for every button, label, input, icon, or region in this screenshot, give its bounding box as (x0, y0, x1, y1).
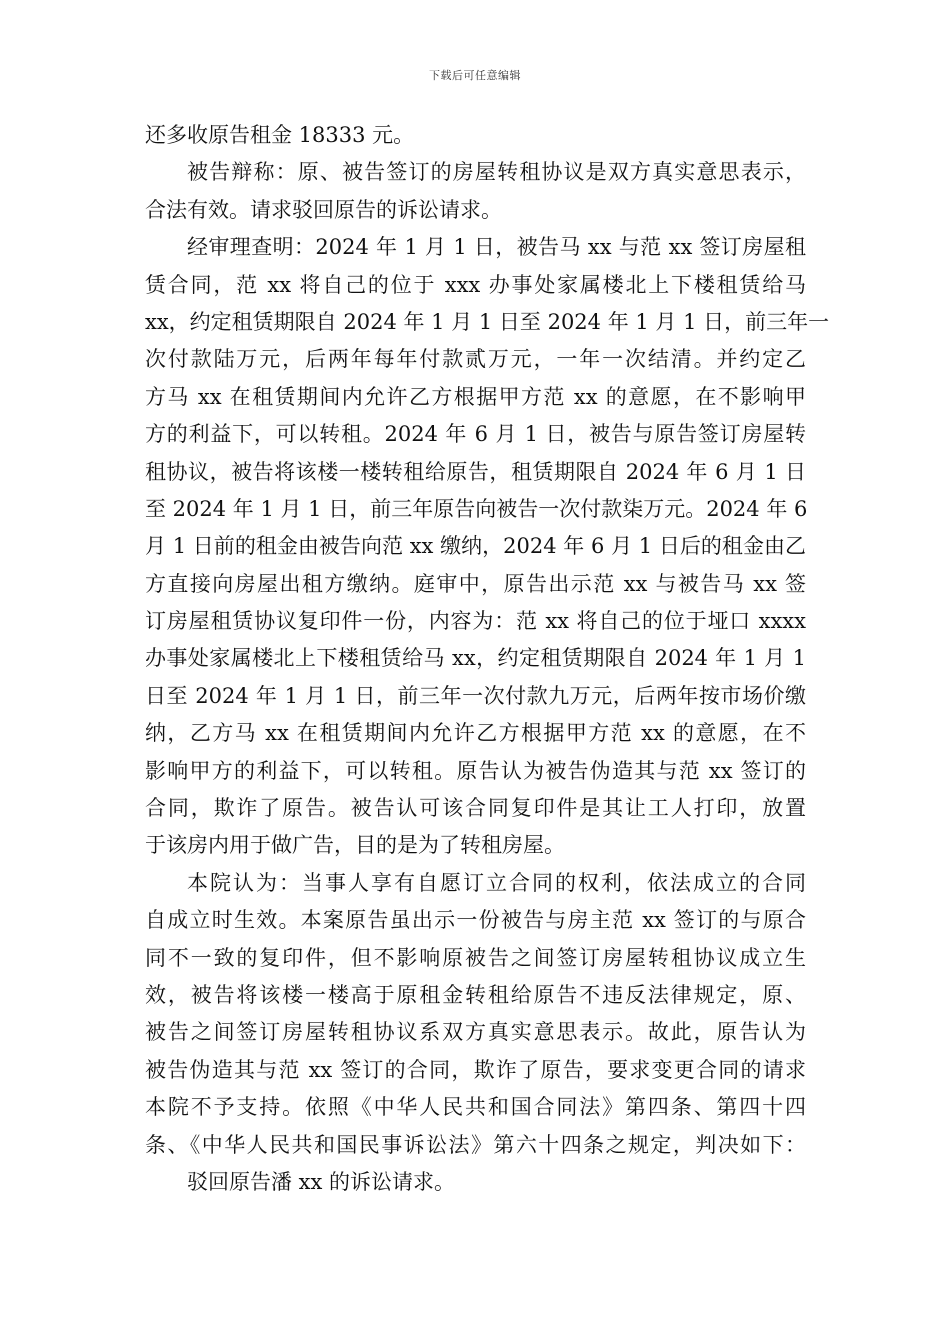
text-line: 方直接向房屋出租方缴纳。庭审中，原告出示范 xx 与被告马 xx 签 (145, 571, 806, 596)
page-header-note: 下载后可任意编辑 (429, 69, 521, 82)
text-line: 本院不予支持。依照《中华人民共和国合同法》第四条、第四十四 (145, 1095, 806, 1120)
text-line: 至 2024 年 1 月 1 日，前三年原告向被告一次付款柒万元。2024 年 6 (145, 496, 808, 521)
text-line: 驳回原告潘 xx 的诉讼请求。 (187, 1169, 456, 1194)
text-line: 被告辩称：原、被告签订的房屋转租协议是双方真实意思表示， (187, 160, 806, 185)
text-line: 办事处家属楼北上下楼租赁给马 xx，约定租赁期限自 2024 年 1 月 1 (145, 646, 806, 671)
text-line: xx，约定租赁期限自 2024 年 1 月 1 日至 2024 年 1 月 1 日，前三年一 (145, 309, 830, 334)
text-line: 赁合同，范 xx 将自己的位于 xxx 办事处家属楼北上下楼租赁给马 (145, 272, 806, 297)
text-line: 本院认为：当事人享有自愿订立合同的权利，依法成立的合同 (187, 870, 806, 895)
text-line: 被告之间签订房屋转租协议系双方真实意思表示。故此，原告认为 (145, 1020, 806, 1045)
text-line: 同不一致的复印件，但不影响原被告之间签订房屋转租协议成立生 (145, 945, 806, 970)
text-line: 合同，欺诈了原告。被告认可该合同复印件是其让工人打印，放置 (145, 796, 806, 821)
text-line: 日至 2024 年 1 月 1 日，前三年一次付款九万元，后两年按市场价缴 (145, 683, 806, 708)
document-body (145, 117, 830, 1201)
text-line: 纳，乙方马 xx 在租赁期间内允许乙方根据甲方范 xx 的意愿，在不 (145, 721, 806, 746)
text-line: 效，被告将该楼一楼高于原租金转租给原告不违反法律规定，原、 (145, 982, 806, 1007)
text-line: 影响甲方的利益下，可以转租。原告认为被告伪造其与范 xx 签订的 (145, 758, 806, 783)
text-line: 订房屋租赁协议复印件一份，内容为：范 xx 将自己的位于垭口 xxxx (145, 609, 806, 634)
text-line: 于该房内用于做广告，目的是为了转租房屋。 (145, 833, 565, 858)
text-line: 合法有效。请求驳回原告的诉讼请求。 (145, 197, 502, 222)
text-line: 被告伪造其与范 xx 签订的合同，欺诈了原告，要求变更合同的请求 (145, 1057, 806, 1082)
text-line: 次付款陆万元，后两年每年付款贰万元，一年一次结清。并约定乙 (145, 347, 806, 372)
text-line: 经审理查明：2024 年 1 月 1 日，被告马 xx 与范 xx 签订房屋租 (187, 235, 806, 260)
text-line: 方马 xx 在租赁期间内允许乙方根据甲方范 xx 的意愿，在不影响甲 (145, 384, 806, 409)
text-line: 月 1 日前的租金由被告向范 xx 缴纳，2024 年 6 月 1 日后的租金由乙 (145, 534, 806, 559)
text-line: 方的利益下，可以转租。2024 年 6 月 1 日，被告与原告签订房屋转 (145, 422, 806, 447)
text-line: 条、《中华人民共和国民事诉讼法》第六十四条之规定，判决如下： (145, 1132, 806, 1157)
text-line: 还多收原告租金 18333 元。 (145, 123, 415, 147)
text-line: 租协议，被告将该楼一楼转租给原告，租赁期限自 2024 年 6 月 1 日 (145, 459, 806, 484)
text-line: 自成立时生效。本案原告虽出示一份被告与房主范 xx 签订的与原合 (145, 908, 806, 933)
